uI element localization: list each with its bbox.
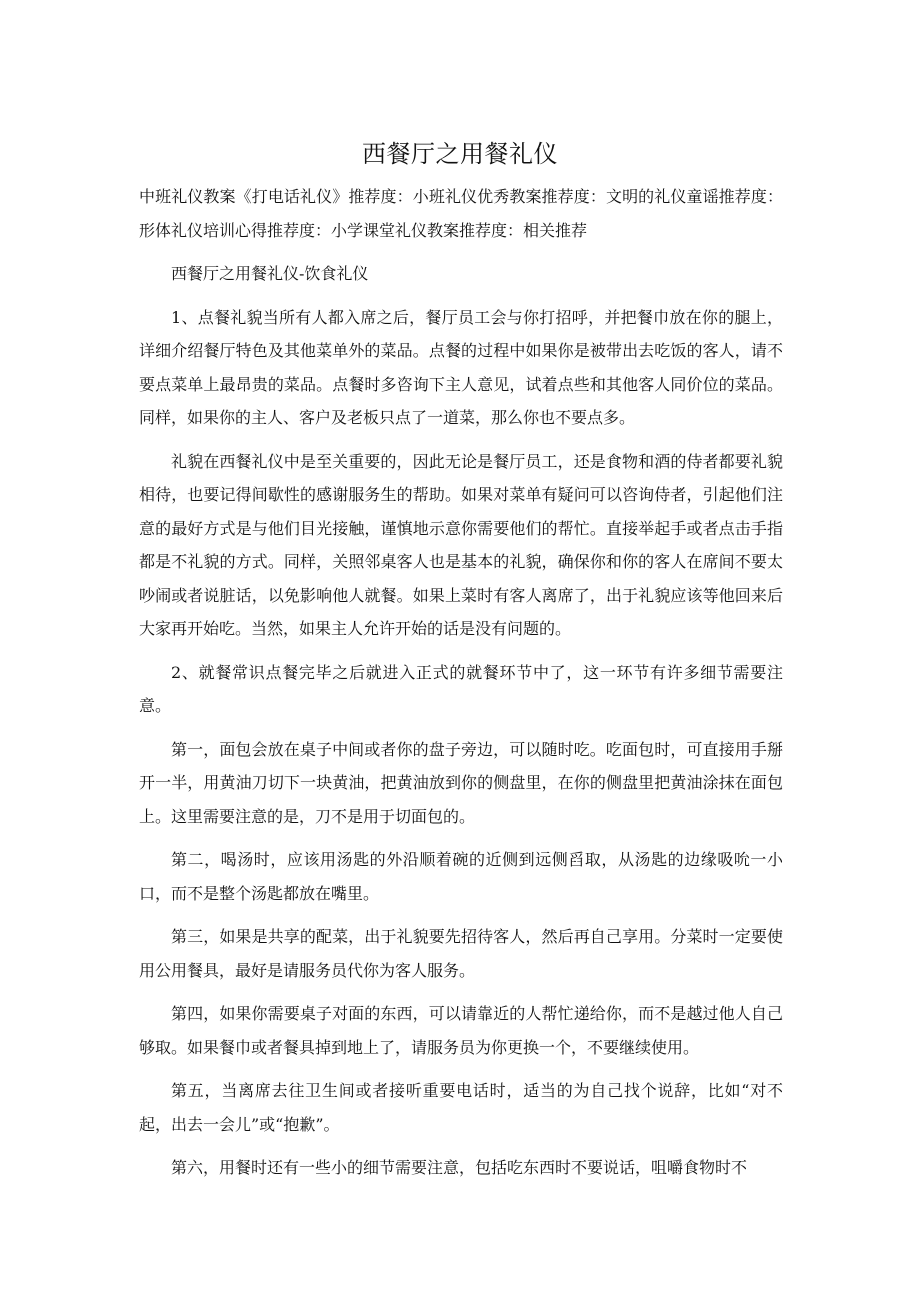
paragraph-second: 第二，喝汤时，应该用汤匙的外沿顺着碗的近侧到远侧舀取，从汤匙的边缘吸吮一小口，而不是整个汤匙都放在嘴里。 [139,850,783,903]
document-title: 西餐厅之用餐礼仪 [362,140,558,168]
paragraph-recommendations: 中班礼仪教案《打电话礼仪》推荐度：小班礼仪优秀教案推荐度：文明的礼仪童谣推荐度：形体礼仪培训心得推荐度：小学课堂礼仪教案推荐度：相关推荐 [139,187,783,240]
paragraph-subtitle: 西餐厅之用餐礼仪-饮食礼仪 [171,264,369,283]
paragraph-sixth: 第六，用餐时还有一些小的细节需要注意，包括吃东西时不要说话，咀嚼食物时不 [171,1158,748,1177]
document-body [139,180,783,1195]
paragraph-ordering: 1、点餐礼貌当所有人都入席之后，餐厅员工会与你打招呼，并把餐巾放在你的腿上，详细介绍餐厅特色及其他菜单外的菜品。点餐的过程中如果你是被带出去吃饭的客人，请不要点菜单上最昂贵的菜品。点餐时多咨询下主人意见，试着点些和其他客人同价位的菜品。同样，如果你的主人、客户及老板只点了一道菜，那么你也不要点多。 [139,307,783,427]
paragraph-first: 第一，面包会放在桌子中间或者你的盘子旁边，可以随时吃。吃面包时，可直接用手掰开一半，用黄油刀切下一块黄油，把黄油放到你的侧盘里，在你的侧盘里把黄油涂抹在面包上。这里需要注意的是，刀不是用于切面包的。 [139,739,783,826]
paragraph-fifth: 第五，当离席去往卫生间或者接听重要电话时，适当的为自己找个说辞，比如“对不起，出去一会儿”或“抱歉”。 [139,1081,783,1134]
paragraph-courtesy: 礼貌在西餐礼仪中是至关重要的，因此无论是餐厅员工，还是食物和酒的侍者都要礼貌相待，也要记得间歇性的感谢服务生的帮助。如果对菜单有疑问可以咨询侍者，引起他们注意的最好方式是与他们目光接触，谨慎地示意你需要他们的帮忙。直接举起手或者点击手指都是不礼貌的方式。同样，关照邻桌客人也是基本的礼貌，确保你和你的客人在席间不要太吵闹或者说脏话，以免影响他人就餐。如果上菜时有客人离席了，出于礼貌应该等他回来后大家再开始吃。当然，如果主人允许开始的话是没有问题的。 [139,451,783,638]
paragraph-third: 第三，如果是共享的配菜，出于礼貌要先招待客人，然后再自己享用。分菜时一定要使用公用餐具，最好是请服务员代你为客人服务。 [139,927,783,980]
paragraph-fourth: 第四，如果你需要桌子对面的东西，可以请靠近的人帮忙递给你，而不是越过他人自己够取。如果餐巾或者餐具掉到地上了，请服务员为你更换一个，不要继续使用。 [139,1004,783,1057]
paragraph-dining: 2、就餐常识点餐完毕之后就进入正式的就餐环节中了，这一环节有许多细节需要注意。 [139,662,783,715]
